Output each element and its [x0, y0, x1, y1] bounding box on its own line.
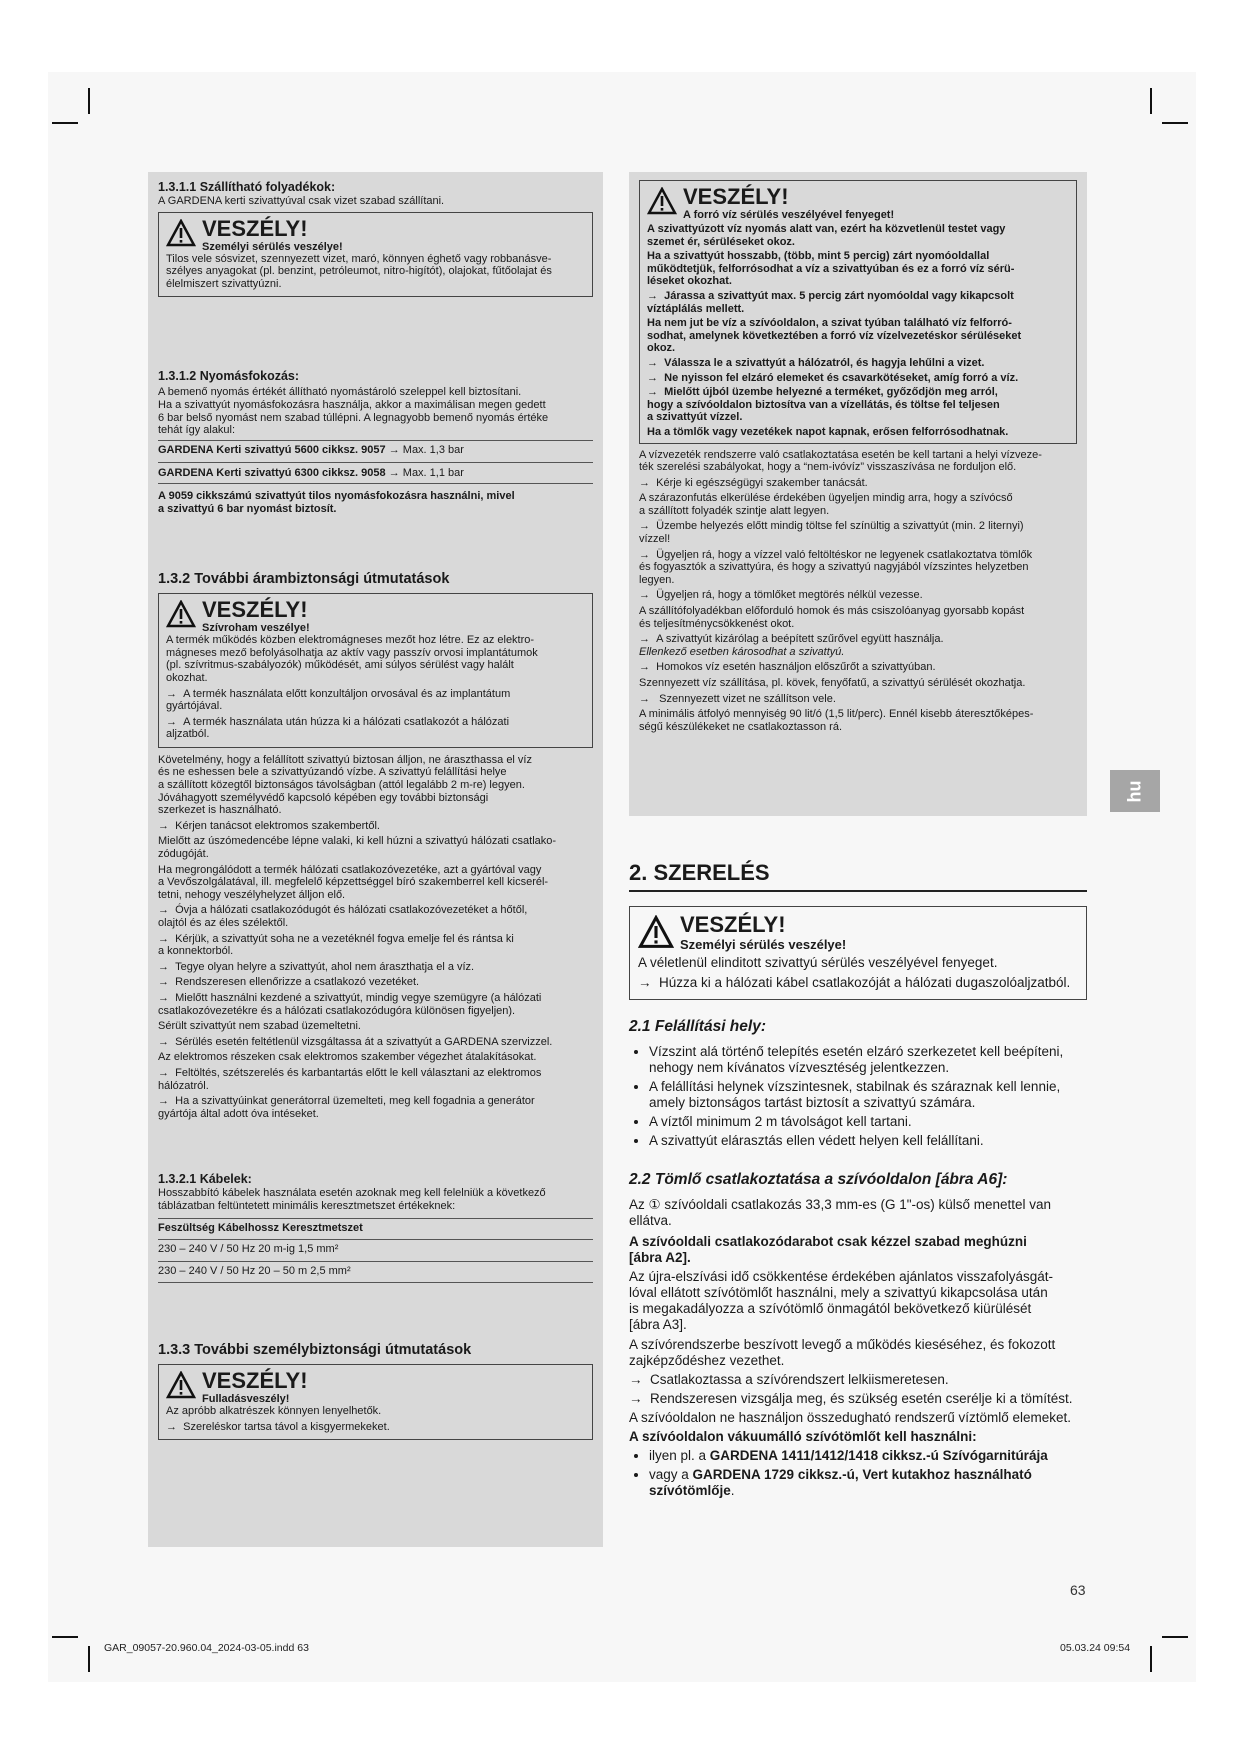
instruction: → Rendszeresen ellenőrizze a csatlakozó vezetéket.	[158, 976, 593, 989]
danger-subtitle: Személyi sérülés veszélye!	[202, 240, 343, 253]
text: Szennyezett víz szállítása, pl. kövek, fenyőfatű, a szivattyú sérülését okozhatja.	[639, 677, 1026, 689]
section-heading: 2.2 Tömlő csatlakoztatása a szívóoldalon [ábra A6]:	[629, 1171, 1008, 1188]
text: Sérült szivattyút nem szabad üzemeltetni.	[158, 1020, 361, 1033]
crop-mark	[1150, 88, 1152, 114]
instruction: → Üzembe helyezés előtt mindig töltse fel színültig a szivattyút (min. 2 liternyi) vízzel!	[639, 520, 1077, 545]
danger-subtitle: A forró víz sérülés veszélyével fenyeget!	[683, 209, 895, 221]
instruction: → Tegye olyan helyre a szivattyút, ahol nem áraszthatja el a víz.	[158, 961, 593, 974]
list-item: • vagy a GARDENA 1729 cikksz.-ú, Vert kutakhoz használható szívótömlője.	[649, 1467, 1087, 1499]
crop-mark	[88, 1646, 90, 1672]
warning-triangle-icon	[638, 915, 674, 949]
text: Mielőtt az úszómedencébe lépne valaki, ki kell húzni a szivattyú hálózati csatlako- zódugóját.	[158, 835, 557, 861]
section-heading: 1.3.2.1 Kábelek:	[158, 1172, 252, 1187]
danger-instruction: → A termék használata előtt konzultáljon orvosával és az implantátum gyártójával.	[166, 688, 585, 713]
danger-instruction: → Járassa a szivattyút max. 5 percig zárt nyomóoldal vagy kikapcsolt víztáplálás mellett.	[647, 290, 1069, 315]
text: A bemenő nyomás értékét állítható nyomástároló szeleppel kell biztosítani. Ha a szivattyút nyomásfokozásra használja, akkor a maximálisan megen gedett 6 bar belső nyomást nem szabad túllépni. A legnagyobb bemenő nyomás értéke tehát így alakul:	[158, 386, 549, 437]
crop-mark	[1162, 1636, 1188, 1638]
crop-mark	[52, 122, 78, 124]
danger-box	[158, 1364, 593, 1440]
danger-instruction: → Ne nyisson fel elzáró elemeket és csavarkötéseket, amíg forró a víz.	[647, 372, 1069, 385]
table-row: 230 – 240 V / 50 Hz 20 – 50 m 2,5 mm²	[158, 1264, 351, 1277]
crop-mark	[1162, 122, 1188, 124]
danger-box	[158, 593, 593, 748]
instruction: → A szivattyút kizárólag a beépített szűrővel együtt használja. Ellenkező esetben károsodhat a szivattyú.	[639, 633, 1077, 658]
danger-title: VESZÉLY!	[202, 1368, 308, 1394]
danger-box	[639, 180, 1077, 444]
text: A GARDENA kerti szivattyúval csak vizet szabad szállítani.	[158, 195, 445, 207]
text: Az újra-elszívási idő csökkentése érdekében ajánlatos visszafolyásgát- lóval ellátott szívótömlőt használni, mely a szivattyú kikapcsolása után is megakadályozza a szívótömlő önmagától bekövetkező kiürülését [ábra A3].	[629, 1269, 1053, 1332]
instruction: → Homokos víz esetén használjon előszűrőt a szivattyúban.	[639, 661, 1077, 674]
danger-title: VESZÉLY!	[202, 597, 308, 623]
text: A szárazonfutás elkerülése érdekében ügyeljen mindig arra, hogy a szívócső a szállított folyadék szintje alatt legyen.	[639, 492, 1013, 517]
list-item: • Vízszint alá történő telepítés esetén elzáró szerkezetet kell beépíteni, nehogy nem kívánatos vízvesztéség jelentkezzen.	[649, 1044, 1087, 1076]
danger-instruction: → Válassza le a szivattyút a hálózatról, és hagyja lehűlni a vizet.	[647, 357, 1069, 370]
text: A vízvezeték rendszerre való csatlakoztatása esetén be kell tartani a helyi vízveze- ték szerelési szabályokat, hogy a “nem-ivóvíz” visszaszívása ne forduljon elő.	[639, 448, 1042, 474]
list-item: • A szivattyút elárasztás ellen védett helyen kell felállítani.	[649, 1133, 1087, 1149]
danger-subtitle: Fulladásveszély!	[202, 1393, 290, 1406]
table-row: 230 – 240 V / 50 Hz 20 m-ig 1,5 mm²	[158, 1243, 339, 1256]
pressure-row: GARDENA Kerti szivattyú 5600 cikksz. 9057 → Max. 1,3 bar	[158, 443, 464, 456]
text: Az ① szívóoldali csatlakozás 33,3 mm-es (G 1"-os) külső menettel van ellátva.	[629, 1197, 1052, 1228]
section-heading: 1.3.3 További személybiztonsági útmutatások	[158, 1342, 472, 1359]
text: Ha megrongálódott a termék hálózati csatlakozóvezetéke, azt a gyártóval vagy a Vevőszolgálatával, ill. megfelelő képzettséggel bíró szakemberrel kell kicserél- tetni, nehogy veszélyhelyzet álljon elő.	[158, 863, 549, 901]
danger-title: VESZÉLY!	[680, 912, 786, 937]
page-number: 63	[1070, 1582, 1086, 1598]
list-item: • A felállítási helynek vízszintesnek, stabilnak és száraznak kell lennie, amely biztonságos tartást biztosít a szivattyú számára.	[649, 1079, 1087, 1111]
danger-text: A szivattyúzott víz nyomás alatt van, ezért ha közvetlenül testet vagy szemet ér, sérüléseket okoz.	[647, 223, 1006, 248]
text: A szívóoldalon vákuumálló szívótömlőt kell használni:	[629, 1429, 977, 1444]
right-column-warnings	[629, 172, 1087, 816]
text: A szállítófolyadékban előforduló homok és más csiszolóanyag gyorsabb kopást és teljesítménycsökkenést okot.	[639, 605, 1025, 630]
danger-text: A véletlenül elinditott szivattyú sérülés veszélyével fenyeget.	[638, 955, 998, 970]
instruction: → Ügyeljen rá, hogy a tömlőket megtörés nélkül vezesse.	[639, 589, 1077, 602]
instruction: → Kérjen tanácsot elektromos szakembertől.	[158, 820, 593, 833]
warning-triangle-icon	[166, 1371, 196, 1399]
footer-date: 05.03.24 09:54	[1060, 1642, 1131, 1654]
danger-instruction: → A termék használata után húzza ki a hálózati csatlakozót a hálózati aljzatból.	[166, 716, 585, 741]
danger-text: Az apróbb alkatrészek könnyen lenyelhetők.	[166, 1405, 382, 1418]
instruction: → Feltöltés, szétszerelés és karbantartás előtt le kell választani az elektromos hálózatról.	[158, 1067, 593, 1092]
footer-file-name: GAR_09057-20.960.04_2024-03-05.indd 63	[104, 1642, 309, 1654]
instruction: → Csatlakoztassa a szívórendszert lelkiismeretesen.	[629, 1372, 1087, 1388]
warning-triangle-icon	[647, 187, 677, 215]
warning-triangle-icon	[166, 219, 196, 247]
instruction: → Kérje ki egészségügyi szakember tanácsát.	[639, 477, 1077, 490]
table-header: Feszültség Kábelhossz Keresztmetszet	[158, 1221, 363, 1234]
danger-subtitle: Személyi sérülés veszélye!	[680, 937, 847, 952]
text: A szívóoldalon ne használjon összedugható rendszerű víztömlő elemeket.	[629, 1410, 1072, 1425]
left-column	[148, 172, 603, 1547]
danger-text: Ha nem jut be víz a szívóoldalon, a szivat tyúban található víz felforró- sodhat, amelynek következtében a forró víz vízelvezetéskor sérüléseket okoz.	[647, 317, 1022, 355]
danger-title: VESZÉLY!	[683, 184, 789, 209]
danger-instruction: → Mielőtt újból üzembe helyezné a terméket, győződjön meg arról, hogy a szívóoldalon biztosítva van a vízellátás, és töltse fel teljesen a szivattyút vízzel.	[647, 386, 1069, 424]
chapter-heading: 2. SZERELÉS	[629, 860, 1087, 892]
text: Az elektromos részeken csak elektromos szakember végezhet átalakításokat.	[158, 1051, 537, 1064]
crop-mark	[52, 1636, 78, 1638]
section-heading: 1.3.2 További árambiztonsági útmutatások	[158, 571, 450, 588]
instruction: → Sérülés esetén feltétlenül vizsgáltassa át a szivattyút a GARDENA szervizzel.	[158, 1036, 593, 1049]
danger-title: VESZÉLY!	[202, 215, 308, 241]
section-heading: 1.3.1.1 Szállítható folyadékok:	[158, 180, 336, 194]
text: Hosszabbító kábelek használata esetén azoknak meg kell felelniük a következő táblázatban feltüntetett minimális keresztmetszet értékeknek:	[158, 1187, 546, 1212]
instruction: → Óvja a hálózati csatlakozódugót és hálózati csatlakozóvezetéket a hőtől, olajtól és az éles szélektől.	[158, 904, 593, 929]
text: Követelmény, hogy a felállított szivattyú biztosan álljon, ne áraszthassa el víz és ne eshessen bele a szivattyúzandó vízbe. A szivattyú felállítási helye a szállított közegtől biztonságos távolságban (attól legalább 2 m-re) legyen. Jóváhagyott személyvédő kapcsoló képében egy további biztonsági szerkezet is használható.	[158, 753, 532, 817]
warning-triangle-icon	[166, 600, 196, 628]
instruction: → Mielőtt használni kezdené a szivattyút, mindig vegye szemügyre (a hálózati csatlakozóvezetékre és a hálózati csatlakozódugóra különösen figyeljen).	[158, 992, 593, 1017]
text: A szívórendszerbe beszívott levegő a működés kieséséhez, és fokozott zajképződéshez vezethet.	[629, 1337, 1056, 1368]
instruction: → Szennyezett vizet ne szállítson vele.	[639, 693, 1077, 706]
section-heading: 2.1 Felállítási hely:	[629, 1018, 766, 1035]
danger-box	[629, 906, 1087, 1000]
instruction: → Kérjük, a szivattyút soha ne a vezetéknél fogva emelje fel és rántsa ki a konnektorból.	[158, 933, 593, 958]
bullet-list	[629, 1448, 1087, 1499]
pressure-row: GARDENA Kerti szivattyú 6300 cikksz. 9058 → Max. 1,1 bar	[158, 467, 464, 480]
crop-mark	[88, 88, 90, 114]
danger-instruction: → Húzza ki a hálózati kábel csatlakozóját a hálózati dugaszolóaljzatból.	[638, 975, 1078, 991]
instruction: → Rendszeresen vizsgálja meg, és szükség esetén cserélje ki a tömítést.	[629, 1391, 1087, 1407]
list-item: • ilyen pl. a GARDENA 1411/1412/1418 cikksz.-ú Szívógarnitúrája	[649, 1448, 1087, 1464]
danger-text: Ha a szivattyút hosszabb, (több, mint 5 percig) zárt nyomóoldallal működtetjük, felforrósodhat a víz a szivattyúban és ez a forró víz sérü- léseket okozhat.	[647, 250, 1015, 288]
language-tab: hu	[1110, 770, 1160, 812]
crop-mark	[1150, 1646, 1152, 1672]
note: A 9059 cikkszámú szivattyút tilos nyomásfokozásra használni, mivel a szivattyú 6 bar nyomást biztosít.	[158, 489, 515, 515]
danger-subtitle: Szívroham veszélye!	[202, 622, 310, 635]
danger-text: Tilos vele sósvizet, szennyezett vizet, maró, könnyen éghető vagy robbanásve- szélyes anyagokat (pl. benzint, petróleumot, nitro-higítót), olajokat, fűtőolajat és élelmiszert szivattyúzni.	[166, 252, 552, 290]
assembly-section	[629, 860, 1087, 1502]
bullet-list	[629, 1044, 1087, 1149]
danger-instruction: → Szereléskor tartsa távol a kisgyermekeket.	[166, 1421, 585, 1434]
instruction: → Ha a szivattyúinkat generátorral üzemelteti, meg kell fogadnia a generátor gyártója által adott óva intéseket.	[158, 1095, 593, 1120]
text: A szívóoldali csatlakozódarabot csak kézzel szabad meghúzni [ábra A2].	[629, 1234, 1027, 1265]
instruction: → Ügyeljen rá, hogy a vízzel való feltöltéskor ne legyenek csatlakoztatva tömlők és fogyasztók a szivattyúra, és hogy a szivattyú nagyjából vízszintes helyzetben legyen.	[639, 549, 1077, 587]
danger-text: Ha a tömlők vagy vezetékek napot kapnak, erősen felforrósodhatnak.	[647, 425, 1009, 438]
list-item: • A víztől minimum 2 m távolságot kell tartani.	[649, 1114, 1087, 1130]
text: A minimális átfolyó mennyiség 90 lit/ó (1,5 lit/perc). Ennél kisebb áteresztőképes- ségű készülékeket ne csatlakoztasson rá.	[639, 708, 1034, 733]
danger-text: A termék működés közben elektromágneses mezőt hoz létre. Ez az elektro- mágneses mező befolyásolhatja az aktív vagy passzív orvosi implantátumok (pl. szívritmus-szabályozók) működését, ami súlyos sérülést vagy halált okozhat.	[166, 634, 538, 684]
danger-box	[158, 212, 593, 298]
section-heading: 1.3.1.2 Nyomásfokozás:	[158, 369, 300, 384]
